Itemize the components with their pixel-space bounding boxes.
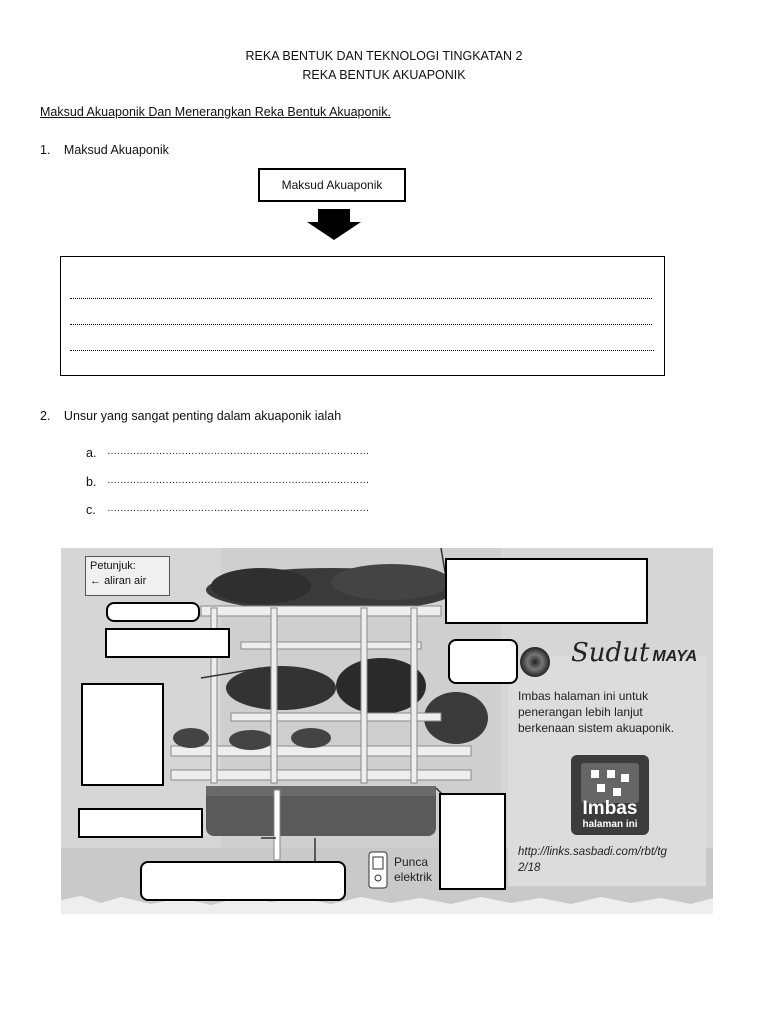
list-item xyxy=(86,475,369,489)
maksud-box: Maksud Akuaponik xyxy=(258,168,406,202)
answer-label-box[interactable] xyxy=(106,602,200,622)
question-1-text: Maksud Akuaponik xyxy=(63,143,169,157)
list-item-blank[interactable]: ……………………………………………………………………… xyxy=(107,503,369,514)
legend-row xyxy=(90,574,165,589)
list-item-label: c. xyxy=(86,503,96,517)
list-item-label: a. xyxy=(86,446,97,460)
question-1-number: 1. xyxy=(40,143,51,157)
question-1 xyxy=(40,143,169,157)
imbas-description: Imbas halaman ini untuk penerangan lebih lanjut berkenaan sistem akuaponik. xyxy=(518,689,675,735)
answer-label-box[interactable] xyxy=(81,683,164,786)
imbas-badge-subtitle: halaman ini xyxy=(582,819,638,830)
list-item-blank[interactable]: ……………………………………………………………………… xyxy=(107,475,369,486)
aquaponic-figure xyxy=(61,548,713,914)
down-arrow-icon xyxy=(305,209,363,241)
link-url[interactable]: http://links.sasbadi.com/rbt/tg2/18 xyxy=(518,846,667,874)
sudut-text: Sudut xyxy=(571,638,650,668)
doc-title-line1: REKA BENTUK DAN TEKNOLOGI TINGKATAN 2 xyxy=(245,49,523,63)
answer-label-box[interactable] xyxy=(448,639,518,684)
punca-line2: elektrik xyxy=(394,870,433,884)
answer-line xyxy=(70,350,654,351)
list-item-blank[interactable]: ……………………………………………………………………… xyxy=(107,446,369,457)
question-2 xyxy=(40,409,341,423)
answer-label-box[interactable] xyxy=(78,808,203,838)
section-title: Maksud Akuaponik Dan Menerangkan Reka Bentuk Akuaponik. xyxy=(40,105,391,119)
answer-line xyxy=(70,324,652,325)
question-2-number: 2. xyxy=(40,409,51,423)
list-item xyxy=(86,503,369,517)
legend-box xyxy=(85,556,170,596)
answer-label-box[interactable] xyxy=(140,861,346,901)
sudut-maya-logo xyxy=(571,638,697,668)
answer-label-box[interactable] xyxy=(105,628,230,658)
punca-elektrik-label xyxy=(394,855,432,885)
imbas-badge-title: Imbas xyxy=(582,798,638,819)
answer-box[interactable] xyxy=(60,256,665,376)
answer-label-box[interactable] xyxy=(445,558,648,624)
answer-label-box[interactable] xyxy=(439,793,506,890)
list-item xyxy=(86,446,369,460)
question-2-text: Unsur yang sangat penting dalam akuaponik ialah xyxy=(63,409,342,423)
doc-title-line2: REKA BENTUK AKUAPONIK xyxy=(302,68,466,82)
answer-line xyxy=(70,298,652,299)
legend-text: aliran air xyxy=(104,575,147,587)
punca-line1: Punca xyxy=(394,855,429,869)
left-arrow-icon: ← xyxy=(90,575,101,587)
legend-title: Petunjuk: xyxy=(90,560,136,572)
maya-text: MAYA xyxy=(652,648,698,665)
list-item-label: b. xyxy=(86,475,97,489)
